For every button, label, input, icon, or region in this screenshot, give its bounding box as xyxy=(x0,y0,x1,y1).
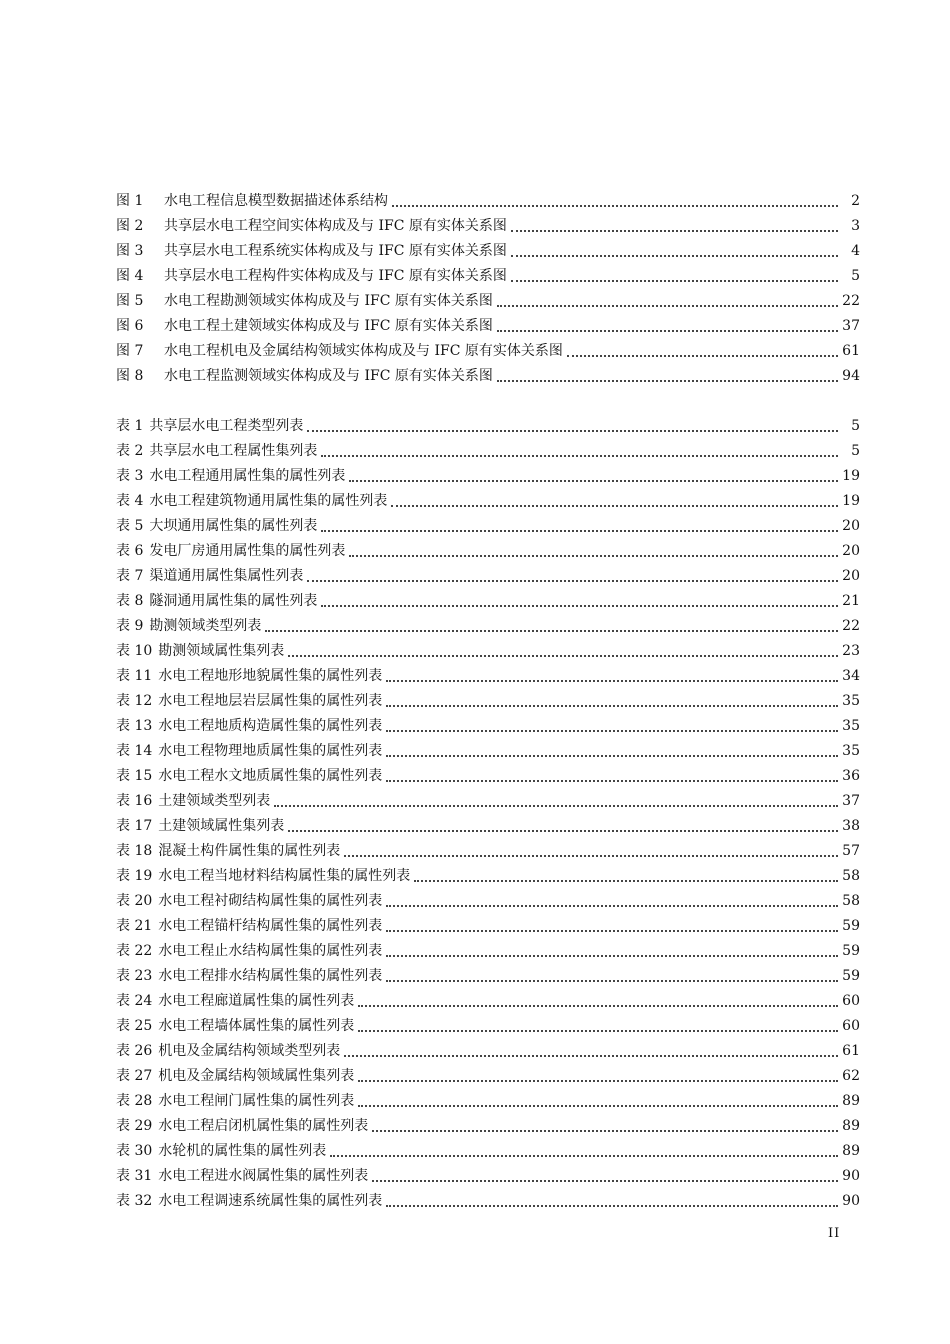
dot-leader xyxy=(288,643,838,657)
dot-leader xyxy=(386,693,838,707)
entry-title: 水电工程监测领域实体构成及与 IFC 原有实体关系图 xyxy=(164,368,493,384)
entry-page-number: 61 xyxy=(842,1043,860,1059)
entry-page-number: 34 xyxy=(842,668,860,684)
entry-title: 水电工程建筑物通用属性集的属性列表 xyxy=(149,493,388,509)
entry-label: 表 28 xyxy=(116,1093,153,1109)
entry-page-number: 59 xyxy=(842,968,860,984)
dot-leader xyxy=(386,968,838,982)
entry-label: 表 8 xyxy=(116,593,144,609)
entry-label: 表 2 xyxy=(116,443,144,459)
entry-page-number: 37 xyxy=(842,793,860,809)
entry-title: 水电工程地形地貌属性集的属性列表 xyxy=(158,668,383,684)
entry-page-number: 22 xyxy=(842,618,860,634)
page-number: II xyxy=(828,1226,841,1241)
entry-label: 表 18 xyxy=(116,843,153,859)
table-entry[interactable] xyxy=(116,910,860,935)
dot-leader xyxy=(349,543,838,557)
dot-leader xyxy=(386,768,838,782)
dot-leader xyxy=(497,293,838,307)
dot-leader xyxy=(321,443,838,457)
entry-page-number: 20 xyxy=(842,518,860,534)
entry-page-number: 20 xyxy=(842,543,860,559)
dot-leader xyxy=(344,843,838,857)
entry-label: 图 2 xyxy=(116,218,144,234)
entry-title: 水轮机的属性集的属性列表 xyxy=(158,1143,327,1159)
entry-label: 表 22 xyxy=(116,943,153,959)
entry-label: 表 9 xyxy=(116,618,144,634)
entry-title: 渠道通用属性集属性列表 xyxy=(149,568,304,584)
dot-leader xyxy=(386,1193,838,1207)
entry-label: 表 6 xyxy=(116,543,144,559)
dot-leader xyxy=(288,818,838,832)
entry-label: 表 7 xyxy=(116,568,144,584)
dot-leader xyxy=(391,493,838,507)
dot-leader xyxy=(372,1118,838,1132)
entry-title: 勘测领域属性集列表 xyxy=(158,643,285,659)
entry-page-number: 62 xyxy=(842,1068,860,1084)
entry-page-number: 90 xyxy=(842,1193,860,1209)
entry-title: 共享层水电工程构件实体构成及与 IFC 原有实体关系图 xyxy=(164,268,507,284)
entry-page-number: 23 xyxy=(842,643,860,659)
entry-label: 图 3 xyxy=(116,243,144,259)
entry-page-number: 36 xyxy=(842,768,860,784)
dot-leader xyxy=(392,193,838,207)
entry-page-number: 37 xyxy=(842,318,860,334)
entry-page-number: 89 xyxy=(842,1118,860,1134)
entry-label: 图 1 xyxy=(116,193,144,209)
entry-page-number: 5 xyxy=(851,268,860,284)
entry-title: 大坝通用属性集的属性列表 xyxy=(149,518,318,534)
table-entry[interactable] xyxy=(116,735,860,760)
dot-leader xyxy=(386,718,838,732)
entry-label: 表 14 xyxy=(116,743,153,759)
list-of-tables xyxy=(116,410,860,1210)
entry-label: 表 26 xyxy=(116,1043,153,1059)
dot-leader xyxy=(307,418,838,432)
dot-leader xyxy=(567,343,838,357)
dot-leader xyxy=(386,918,838,932)
table-entry[interactable] xyxy=(116,860,860,885)
dot-leader xyxy=(358,1018,838,1032)
entry-label: 表 16 xyxy=(116,793,153,809)
dot-leader xyxy=(386,743,838,757)
table-entry[interactable] xyxy=(116,935,860,960)
entry-title: 水电工程物理地质属性集的属性列表 xyxy=(158,743,383,759)
entry-label: 表 21 xyxy=(116,918,153,934)
dot-leader xyxy=(358,1093,838,1107)
entry-title: 水电工程闸门属性集的属性列表 xyxy=(158,1093,355,1109)
table-entry[interactable] xyxy=(116,885,860,910)
table-entry[interactable] xyxy=(116,1160,860,1185)
entry-page-number: 35 xyxy=(842,718,860,734)
dot-leader xyxy=(414,868,838,882)
dot-leader xyxy=(265,618,838,632)
entry-label: 图 5 xyxy=(116,293,144,309)
entry-label: 表 24 xyxy=(116,993,153,1009)
entry-title: 水电工程墙体属性集的属性列表 xyxy=(158,1018,355,1034)
table-entry[interactable] xyxy=(116,535,860,560)
entry-title: 共享层水电工程类型列表 xyxy=(149,418,304,434)
entry-title: 水电工程衬砌结构属性集的属性列表 xyxy=(158,893,383,909)
dot-leader xyxy=(344,1043,838,1057)
table-entry[interactable] xyxy=(116,510,860,535)
table-entry[interactable] xyxy=(116,485,860,510)
dot-leader xyxy=(386,943,838,957)
entry-title: 共享层水电工程系统实体构成及与 IFC 原有实体关系图 xyxy=(164,243,507,259)
dot-leader xyxy=(511,243,838,257)
dot-leader xyxy=(497,368,838,382)
entry-label: 表 1 xyxy=(116,418,144,434)
entry-page-number: 3 xyxy=(851,218,860,234)
dot-leader xyxy=(511,218,838,232)
entry-title: 水电工程勘测领域实体构成及与 IFC 原有实体关系图 xyxy=(164,293,493,309)
dot-leader xyxy=(358,993,838,1007)
figure-entry[interactable] xyxy=(116,210,860,235)
table-entry[interactable] xyxy=(116,1085,860,1110)
dot-leader xyxy=(321,518,838,532)
entry-page-number: 19 xyxy=(842,468,860,484)
entry-page-number: 94 xyxy=(842,368,860,384)
entry-title: 水电工程水文地质属性集的属性列表 xyxy=(158,768,383,784)
entry-page-number: 22 xyxy=(842,293,860,309)
entry-title: 水电工程当地材料结构属性集的属性列表 xyxy=(158,868,411,884)
entry-label: 表 32 xyxy=(116,1193,153,1209)
entry-label: 表 31 xyxy=(116,1168,153,1184)
entry-page-number: 35 xyxy=(842,743,860,759)
table-entry[interactable] xyxy=(116,760,860,785)
entry-label: 表 25 xyxy=(116,1018,153,1034)
entry-title: 水电工程进水阀属性集的属性列表 xyxy=(158,1168,369,1184)
entry-page-number: 57 xyxy=(842,843,860,859)
entry-label: 图 8 xyxy=(116,368,144,384)
table-entry[interactable] xyxy=(116,1135,860,1160)
entry-page-number: 2 xyxy=(851,193,860,209)
entry-page-number: 5 xyxy=(851,418,860,434)
table-entry[interactable] xyxy=(116,785,860,810)
entry-label: 表 23 xyxy=(116,968,153,984)
entry-label: 图 7 xyxy=(116,343,144,359)
figure-entry[interactable] xyxy=(116,185,860,210)
entry-label: 表 10 xyxy=(116,643,153,659)
entry-label: 表 15 xyxy=(116,768,153,784)
table-entry[interactable] xyxy=(116,835,860,860)
entry-page-number: 35 xyxy=(842,693,860,709)
entry-page-number: 89 xyxy=(842,1143,860,1159)
table-entry[interactable] xyxy=(116,1060,860,1085)
figure-entry[interactable] xyxy=(116,335,860,360)
entry-title: 水电工程调速系统属性集的属性列表 xyxy=(158,1193,383,1209)
entry-title: 机电及金属结构领域属性集列表 xyxy=(158,1068,355,1084)
entry-title: 水电工程信息模型数据描述体系结构 xyxy=(164,193,388,209)
dot-leader xyxy=(349,468,838,482)
entry-title: 水电工程廊道属性集的属性列表 xyxy=(158,993,355,1009)
table-entry[interactable] xyxy=(116,710,860,735)
entry-page-number: 60 xyxy=(842,993,860,1009)
entry-title: 水电工程机电及金属结构领域实体构成及与 IFC 原有实体关系图 xyxy=(164,343,563,359)
figure-entry[interactable] xyxy=(116,260,860,285)
entry-page-number: 61 xyxy=(842,343,860,359)
entry-page-number: 89 xyxy=(842,1093,860,1109)
entry-title: 水电工程土建领域实体构成及与 IFC 原有实体关系图 xyxy=(164,318,493,334)
dot-leader xyxy=(386,668,838,682)
entry-title: 混凝土构件属性集的属性列表 xyxy=(158,843,341,859)
table-entry[interactable] xyxy=(116,810,860,835)
entry-title: 水电工程排水结构属性集的属性列表 xyxy=(158,968,383,984)
entry-page-number: 21 xyxy=(842,593,860,609)
entry-page-number: 5 xyxy=(851,443,860,459)
dot-leader xyxy=(372,1168,838,1182)
table-entry[interactable] xyxy=(116,585,860,610)
entry-title: 土建领域属性集列表 xyxy=(158,818,285,834)
entry-label: 表 4 xyxy=(116,493,144,509)
entry-title: 勘测领域类型列表 xyxy=(149,618,262,634)
entry-page-number: 59 xyxy=(842,943,860,959)
entry-title: 隧洞通用属性集的属性列表 xyxy=(149,593,318,609)
entry-page-number: 59 xyxy=(842,918,860,934)
figure-entry[interactable] xyxy=(116,235,860,260)
entry-label: 表 30 xyxy=(116,1143,153,1159)
table-entry[interactable] xyxy=(116,460,860,485)
dot-leader xyxy=(497,318,838,332)
figure-entry[interactable] xyxy=(116,285,860,310)
figure-entry[interactable] xyxy=(116,360,860,385)
list-of-figures xyxy=(116,185,860,385)
entry-label: 表 29 xyxy=(116,1118,153,1134)
figure-entry[interactable] xyxy=(116,310,860,335)
dot-leader xyxy=(330,1143,838,1157)
entry-label: 表 20 xyxy=(116,893,153,909)
table-entry[interactable] xyxy=(116,685,860,710)
table-entry[interactable] xyxy=(116,560,860,585)
entry-title: 水电工程地质构造属性集的属性列表 xyxy=(158,718,383,734)
entry-title: 共享层水电工程属性集列表 xyxy=(149,443,318,459)
entry-page-number: 20 xyxy=(842,568,860,584)
dot-leader xyxy=(511,268,838,282)
entry-label: 图 4 xyxy=(116,268,144,284)
entry-title: 水电工程止水结构属性集的属性列表 xyxy=(158,943,383,959)
entry-title: 共享层水电工程空间实体构成及与 IFC 原有实体关系图 xyxy=(164,218,507,234)
entry-page-number: 19 xyxy=(842,493,860,509)
table-entry[interactable] xyxy=(116,610,860,635)
table-entry[interactable] xyxy=(116,660,860,685)
table-entry[interactable] xyxy=(116,1110,860,1135)
entry-title: 机电及金属结构领域类型列表 xyxy=(158,1043,341,1059)
table-entry[interactable] xyxy=(116,435,860,460)
entry-title: 水电工程通用属性集的属性列表 xyxy=(149,468,346,484)
table-entry[interactable] xyxy=(116,1035,860,1060)
entry-label: 表 5 xyxy=(116,518,144,534)
entry-title: 水电工程地层岩层属性集的属性列表 xyxy=(158,693,383,709)
entry-label: 表 17 xyxy=(116,818,153,834)
table-entry[interactable] xyxy=(116,635,860,660)
entry-page-number: 60 xyxy=(842,1018,860,1034)
entry-page-number: 4 xyxy=(851,243,860,259)
dot-leader xyxy=(274,793,838,807)
entry-title: 土建领域类型列表 xyxy=(158,793,271,809)
entry-label: 表 3 xyxy=(116,468,144,484)
entry-label: 表 12 xyxy=(116,693,153,709)
table-entry[interactable] xyxy=(116,1010,860,1035)
table-entry[interactable] xyxy=(116,985,860,1010)
dot-leader xyxy=(321,593,838,607)
entry-label: 表 13 xyxy=(116,718,153,734)
entry-page-number: 90 xyxy=(842,1168,860,1184)
table-entry[interactable] xyxy=(116,410,860,435)
entry-title: 水电工程启闭机属性集的属性列表 xyxy=(158,1118,369,1134)
dot-leader xyxy=(307,568,838,582)
entry-page-number: 58 xyxy=(842,893,860,909)
entry-label: 表 11 xyxy=(116,668,153,684)
dot-leader xyxy=(386,893,838,907)
entry-label: 表 19 xyxy=(116,868,153,884)
entry-label: 表 27 xyxy=(116,1068,153,1084)
table-entry[interactable] xyxy=(116,1185,860,1210)
entry-page-number: 58 xyxy=(842,868,860,884)
entry-page-number: 38 xyxy=(842,818,860,834)
entry-label: 图 6 xyxy=(116,318,144,334)
table-entry[interactable] xyxy=(116,960,860,985)
dot-leader xyxy=(358,1068,838,1082)
entry-title: 水电工程锚杆结构属性集的属性列表 xyxy=(158,918,383,934)
entry-title: 发电厂房通用属性集的属性列表 xyxy=(149,543,346,559)
